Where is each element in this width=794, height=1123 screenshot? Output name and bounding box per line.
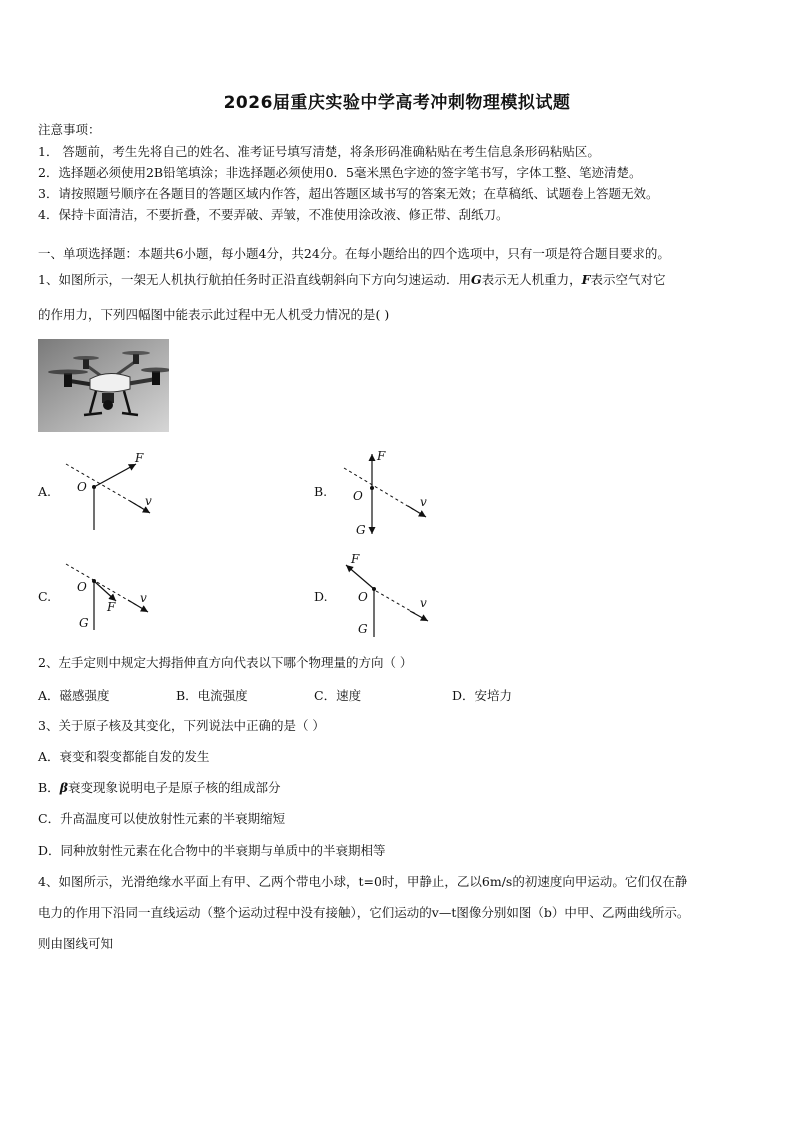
q4-stem-line2: 电力的作用下沿同一直线运动（整个运动过程中没有接触），它们运动的v—t图像分别如图（b）中甲、乙两曲线所示。	[38, 905, 690, 920]
q1-option-b-diagram	[336, 446, 446, 541]
page-title: 2026届重庆实验中学高考冲刺物理模拟试题	[223, 93, 571, 113]
q1-var-f: F	[581, 272, 591, 287]
q2-stem: 2、左手定则中规定大拇指伸直方向代表以下哪个物理量的方向（ ）	[38, 655, 413, 670]
label-f: F	[377, 449, 386, 463]
q3-option-a: A．衰变和裂变都能自发的发生	[38, 749, 210, 764]
label-o: O	[353, 489, 363, 503]
note-item-4: 4．保持卡面清洁，不要折叠，不要弄破、弄皱，不准使用涂改液、修正带、刮纸刀。	[38, 207, 509, 222]
q3-stem: 3、关于原子核及其变化，下列说法中正确的是（ ）	[38, 718, 325, 733]
note-item-3: 3．请按照题号顺序在各题目的答题区域内作答，超出答题区域书写的答案无效；在草稿纸、试题卷上答题无效。	[38, 186, 659, 201]
label-v: v	[140, 591, 147, 605]
q1-option-b-label: B.	[314, 484, 328, 499]
label-g: G	[356, 523, 366, 537]
notes-heading: 注意事项：	[38, 122, 101, 137]
drone-photo	[38, 339, 169, 432]
q3-option-b	[38, 780, 281, 796]
q1-text-b: 表示无人机重力，	[481, 272, 582, 287]
q3-option-b-text: 衰变现象说明电子是原子核的组成部分	[68, 780, 281, 795]
q3-option-d: D．同种放射性元素在化合物中的半衰期与单质中的半衰期相等	[38, 843, 386, 858]
label-f: F	[107, 600, 116, 614]
q1-option-d-diagram	[336, 553, 446, 643]
q3-option-c: C．升高温度可以使放射性元素的半衰期缩短	[38, 811, 286, 826]
q4-stem-line1: 4、如图所示，光滑绝缘水平面上有甲、乙两个带电小球，t=0时，甲静止，乙以6m/s的初速度向甲运动。它们仅在静	[38, 874, 688, 889]
label-v: v	[420, 596, 427, 610]
label-g: G	[79, 616, 89, 630]
q1-option-c-diagram	[60, 556, 170, 636]
q3-beta-symbol: β	[59, 780, 68, 795]
q1-stem-line2: 的作用力，下列四幅图中能表示此过程中无人机受力情况的是( )	[38, 307, 390, 322]
q1-text-c: 表示空气对它	[590, 272, 666, 287]
label-v: v	[420, 495, 427, 509]
q1-stem-line1	[38, 272, 666, 288]
label-g: G	[358, 622, 368, 636]
label-f: F	[351, 553, 360, 566]
q2-option-c: C．速度	[314, 688, 362, 703]
label-o: O	[358, 590, 368, 604]
q2-option-a: A．磁感强度	[38, 688, 110, 703]
note-item-2: 2．选择题必须使用2B铅笔填涂；非选择题必须使用0．5毫米黑色字迹的签字笔书写，字体工整、笔迹清楚。	[38, 165, 642, 180]
q1-text-a: 1、如图所示，一架无人机执行航拍任务时正沿直线朝斜向下方向匀速运动．用	[38, 272, 471, 287]
q1-option-d-label: D.	[314, 589, 328, 604]
q4-stem-line3: 则由图线可知	[38, 936, 114, 951]
q2-option-b: B．电流强度	[176, 688, 248, 703]
section-heading: 一、单项选择题：本题共6小题，每小题4分，共24分。在每小题给出的四个选项中，只有一项是符合题目要求的。	[38, 246, 670, 261]
label-o: O	[77, 580, 87, 594]
note-item-1: 1． 答题前，考生先将自己的姓名、准考证号填写清楚，将条形码准确粘贴在考生信息条形码粘贴区。	[38, 144, 600, 159]
q1-option-a-diagram	[60, 450, 170, 535]
label-o: O	[77, 480, 87, 494]
q1-var-g: G	[470, 272, 482, 287]
q1-option-c-label: C.	[38, 589, 52, 604]
label-v: v	[145, 494, 152, 508]
q1-option-a-label: A.	[38, 484, 52, 499]
q2-option-d: D．安培力	[452, 688, 513, 703]
label-f: F	[135, 451, 144, 465]
q3-option-b-prefix: B．	[38, 780, 60, 795]
